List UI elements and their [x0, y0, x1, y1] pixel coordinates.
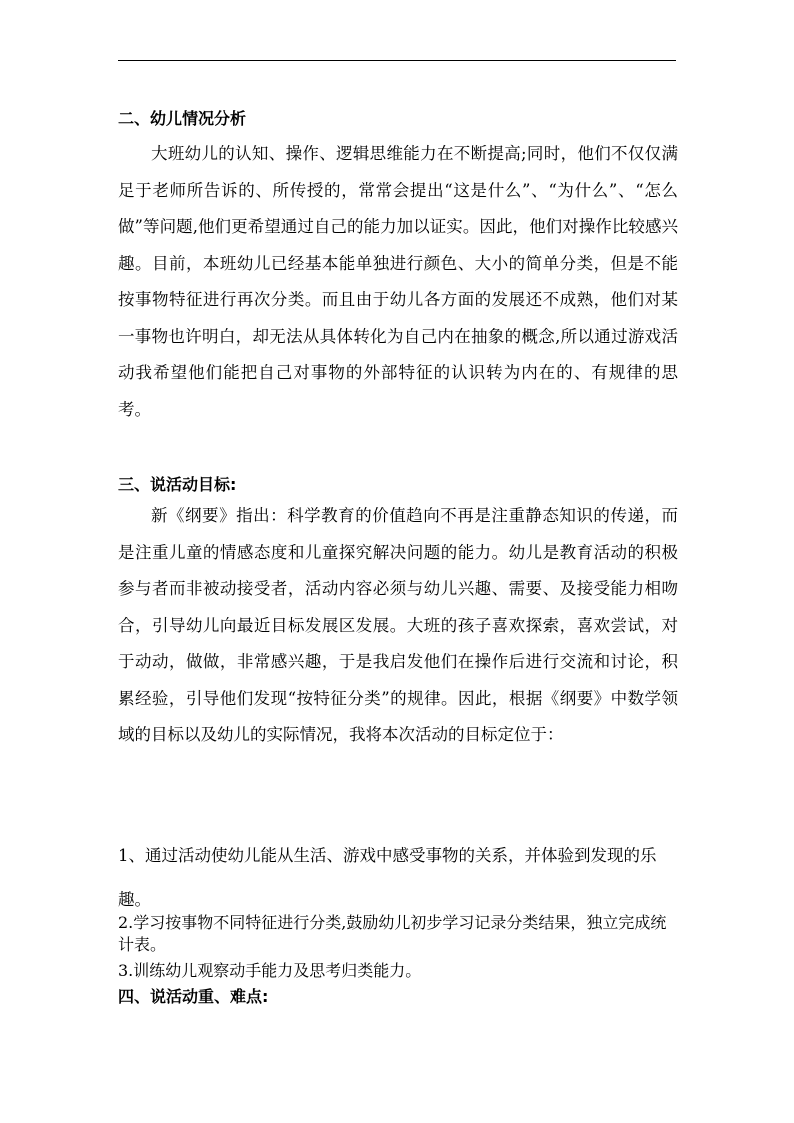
goal-item-3: 3.训练幼儿观察动手能力及思考归类能力。 — [118, 961, 422, 980]
section-heading-key-points: 四、说活动重、难点: — [118, 987, 269, 1006]
section-heading-activity-goals: 三、说活动目标: — [118, 475, 237, 494]
goal-item-2: 2.学习按事物不同特征进行分类,鼓励幼儿初步学习记录分类结果，独立完成统计表。 — [118, 913, 667, 954]
paragraph-activity-goals: 新《纲要》指出：科学教育的价值趋向不再是注重静态知识的传递，而是注重儿童的情感态度和儿童探究解决问题的能力。幼儿是教育活动的积极参与者而非被动接受者，活动内容必须与幼儿兴趣、需要、及接受能力相吻合，引导幼儿向最近目标发展区发展。大班的孩子喜欢探索，喜欢尝试，对于动动，做做，非常感兴趣，于是我启发他们在操作后进行交流和讨论，积累经验，引导他们发现“按特征分类”的规律。因此，根据《纲要》中数学领域的目标以及幼儿的实际情况，我将本次活动的目标定位于： — [118, 506, 678, 744]
section-heading-child-analysis: 二、幼儿情况分析 — [118, 109, 247, 128]
header-rule — [118, 60, 676, 61]
goal-item-1: 1、通过活动使幼儿能从生活、游戏中感受事物的关系，并体验到发现的乐趣。 — [118, 846, 657, 909]
paragraph-child-analysis: 大班幼儿的认知、操作、逻辑思维能力在不断提高;同时，他们不仅仅满足于老师所告诉的、所传授的，常常会提出“这是什么”、“为什么”、“怎么做”等问题,他们更希望通过自己的能力加以证实。因此，他们对操作比较感兴趣。目前，本班幼儿已经基本能单独进行颜色、大小的简单分类，但是不能按事物特征进行再次分类。而且由于幼儿各方面的发展还不成熟，他们对某一事物也许明白，却无法从具体转化为自己内在抽象的概念,所以通过游戏活动我希望他们能把自己对事物的外部特征的认识转为内在的、有规律的思考。 — [118, 144, 678, 419]
